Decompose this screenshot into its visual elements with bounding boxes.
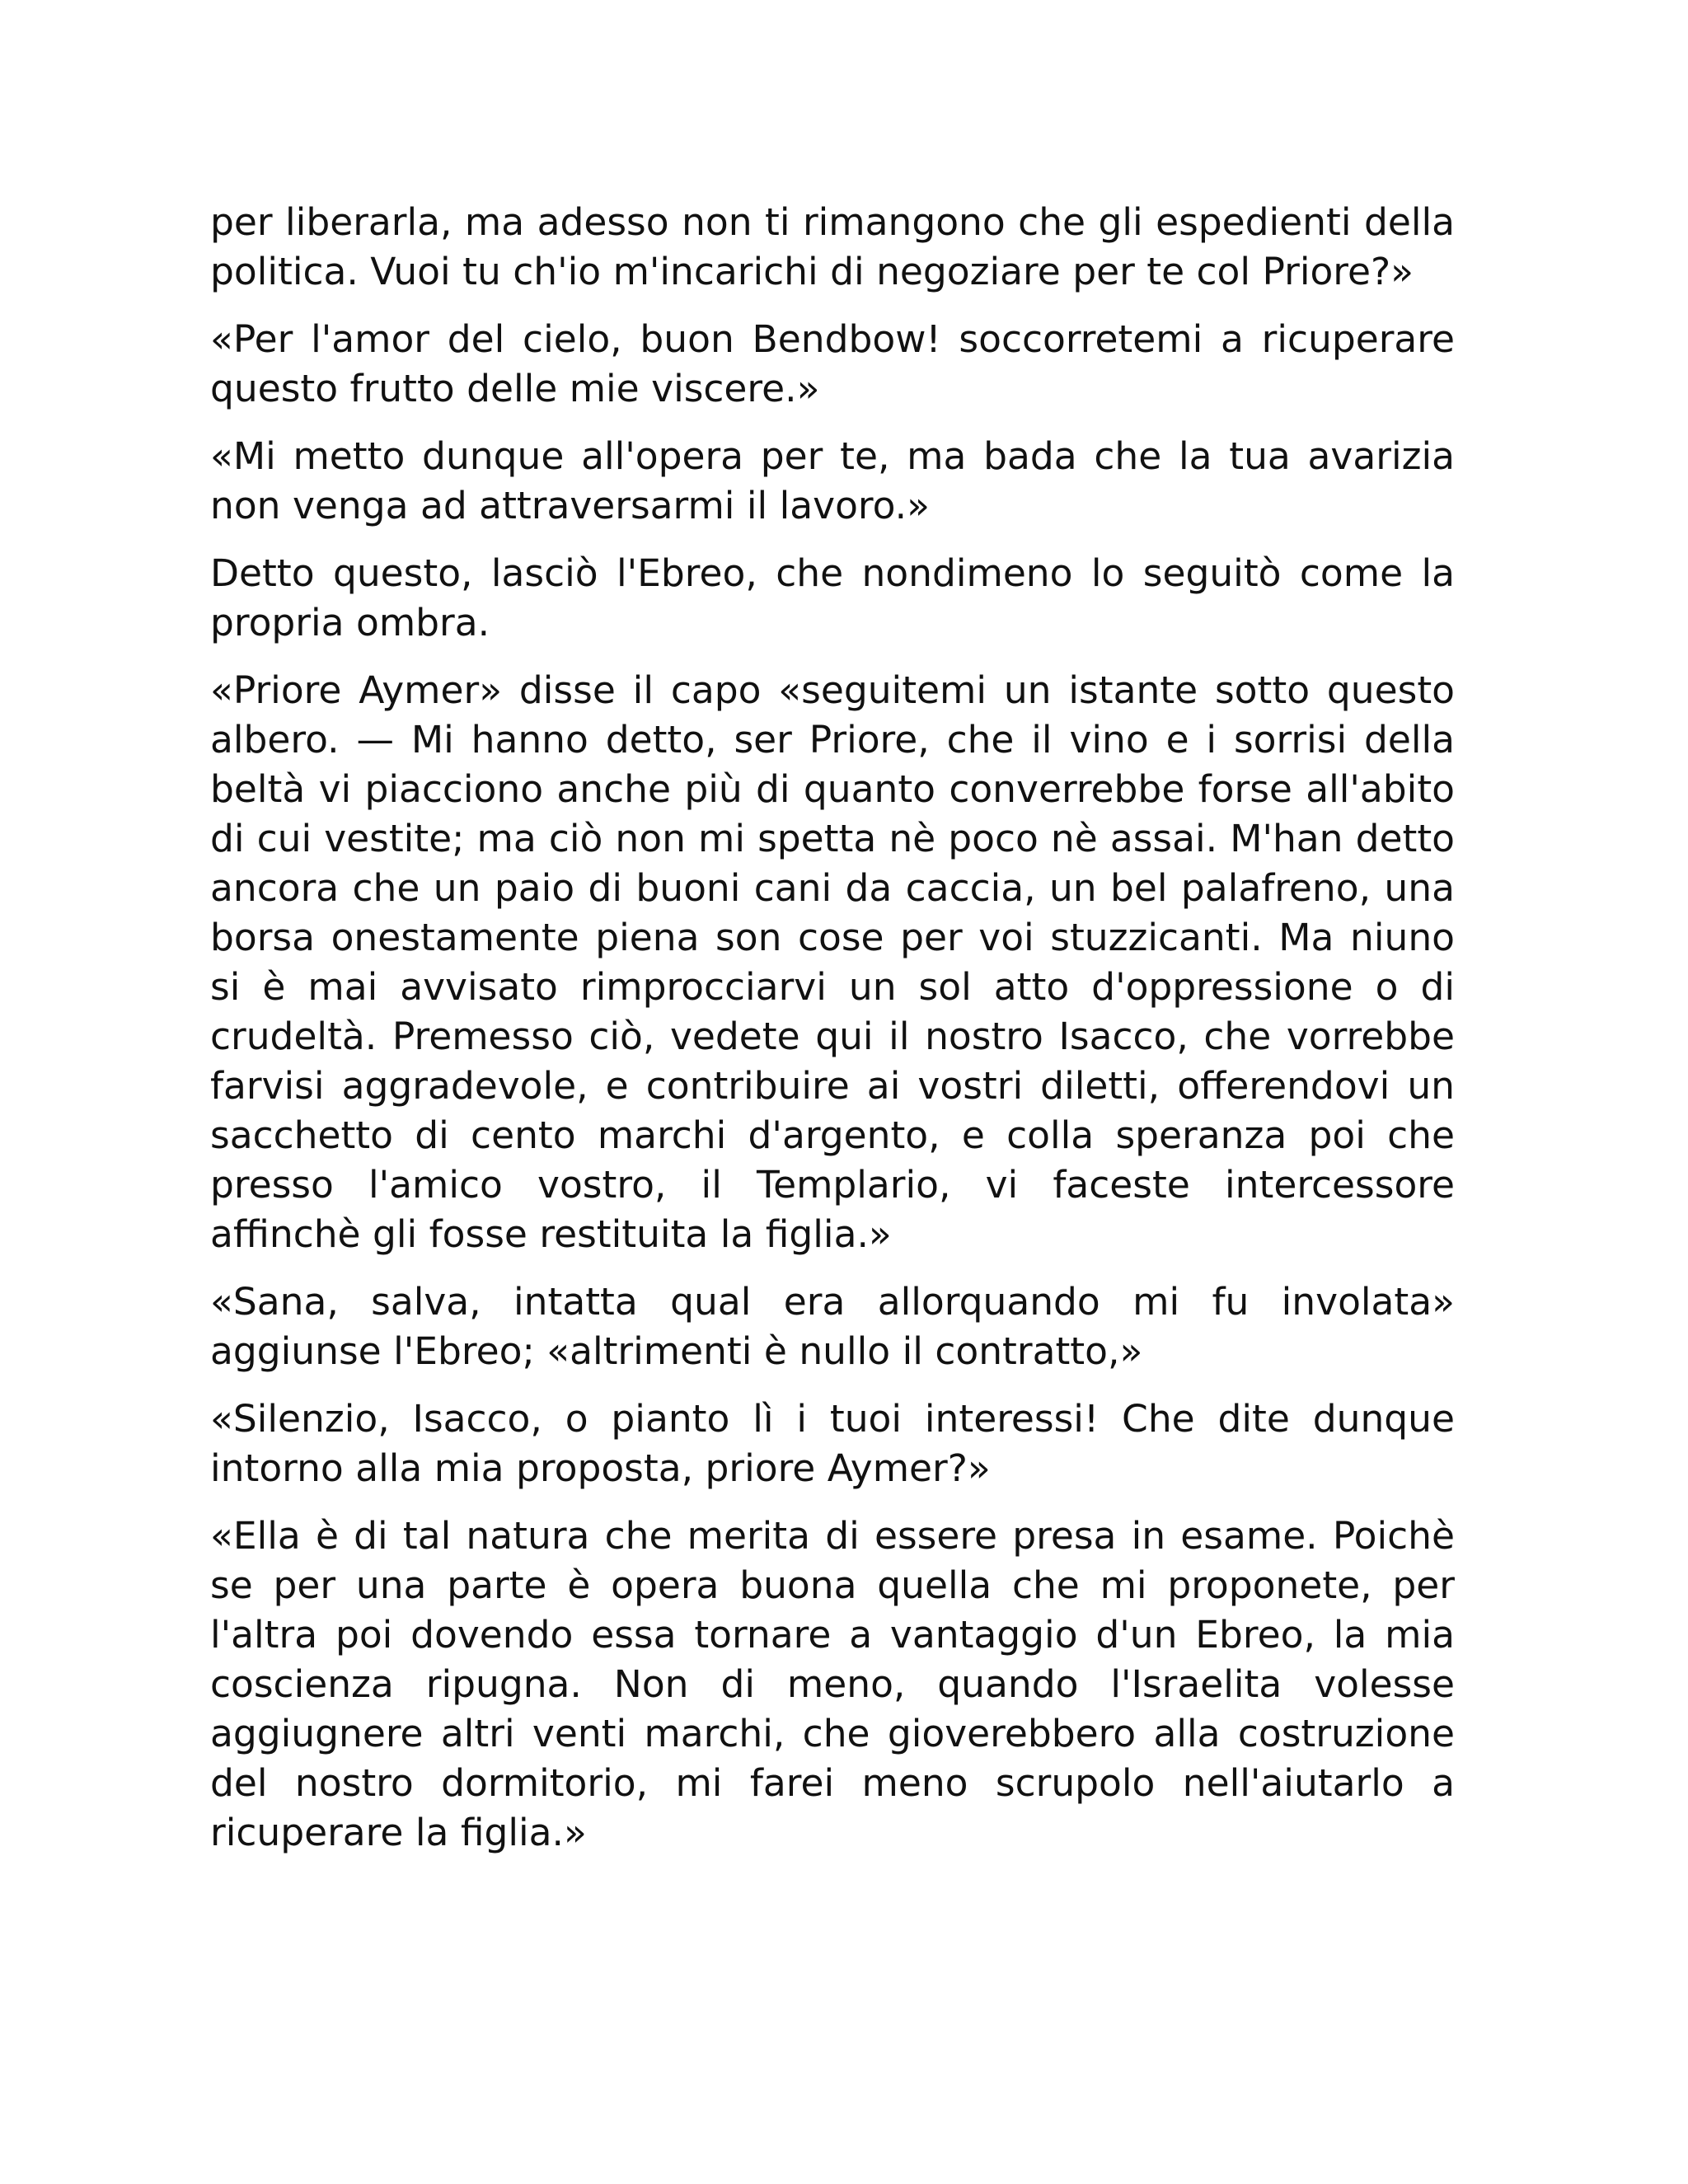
- paragraph-2: «Per l'amor del cielo, buon Bendbow! soccorretemi a ricuperare questo frutto delle mie viscere.»: [210, 317, 1455, 410]
- paragraph-4: Detto questo, lasciò l'Ebreo, che nondimeno lo seguitò come la propria ombra.: [210, 551, 1455, 644]
- paragraph-7: «Silenzio, Isacco, o pianto lì i tuoi interessi! Che dite dunque intorno alla mia proposta, priore Aymer?»: [210, 1397, 1455, 1490]
- paragraph-5: «Priore Aymer» disse il capo «seguitemi un istante sotto questo albero. — Mi hanno detto, ser Priore, che il vino e i sorrisi della beltà vi piacciono anche più di quanto converrebbe forse all'abito di cui vestite; ma ciò non mi spetta nè poco nè assai. M'han detto ancora che un paio di buoni cani da caccia, un bel palafreno, una borsa onestamente piena son cose per voi stuzzicanti. Ma niuno si è mai avvisato rimprocciarvi un sol atto d'oppressione o di crudeltà. Premesso ciò, vedete qui il nostro Isacco, che vorrebbe farvisi aggradevole, e contribuire ai vostri diletti, offerendovi un sacchetto di cento marchi d'argento, e colla speranza poi che presso l'amico vostro, il Templario, vi faceste intercessore affinchè gli fosse restituita la figlia.»: [210, 668, 1455, 1256]
- paragraph-6: «Sana, salva, intatta qual era allorquando mi fu involata» aggiunse l'Ebreo; «altrimenti è nullo il contratto,»: [210, 1280, 1455, 1373]
- paragraph-1: per liberarla, ma adesso non ti rimangono che gli espedienti della politica. Vuoi tu ch'io m'incarichi di negoziare per te col Priore?»: [210, 200, 1455, 293]
- document-page: [210, 198, 1455, 1876]
- paragraph-3: «Mi metto dunque all'opera per te, ma bada che la tua avarizia non venga ad attraversarmi il lavoro.»: [210, 434, 1455, 527]
- paragraph-8: «Ella è di tal natura che merita di essere presa in esame. Poichè se per una parte è opera buona quella che mi proponete, per l'altra poi dovendo essa tornare a vantaggio d'un Ebreo, la mia coscienza ripugna. Non di meno, quando l'Israelita volesse aggiugnere altri venti marchi, che gioverebbero alla costruzione del nostro dormitorio, mi farei meno scrupolo nell'aiutarlo a ricuperare la figlia.»: [210, 1514, 1455, 1854]
